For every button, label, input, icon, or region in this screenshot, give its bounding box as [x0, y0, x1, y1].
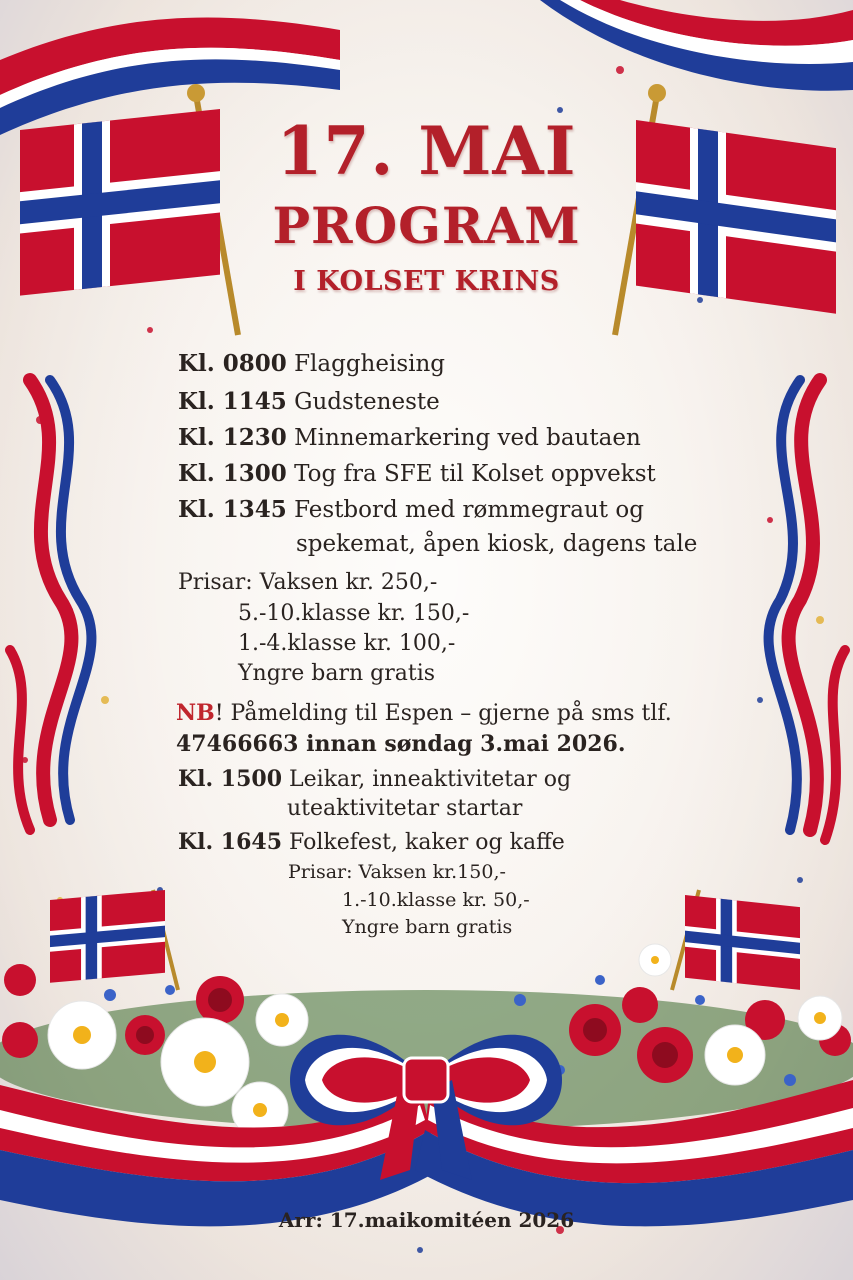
schedule-time: Kl. 0800 — [178, 350, 287, 377]
title-line-3: I KOLSET KRINS — [293, 266, 560, 297]
schedule-text: Leikar, inneaktivitetar og — [289, 767, 572, 792]
title-line-1: 17. MAI — [276, 112, 577, 190]
schedule-item — [178, 496, 644, 523]
title-line-2: PROGRAM — [272, 196, 581, 255]
schedule-text: Minnemarkering ved bautaen — [294, 425, 641, 451]
notice-nb: NB — [176, 700, 215, 726]
notice — [176, 700, 672, 726]
price-item: 1.-4.klasse kr. 100,- — [238, 631, 456, 656]
notice-line-2: 47466663 innan søndag 3.mai 2026. — [176, 731, 626, 757]
schedule-item — [178, 829, 565, 855]
schedule-text: Folkefest, kaker og kaffe — [289, 830, 565, 855]
schedule-text: Flaggheising — [294, 351, 446, 377]
schedule-time: Kl. 1145 — [178, 388, 287, 415]
schedule-text: Festbord med rømmegraut og — [294, 497, 644, 523]
schedule-time: Kl. 1230 — [178, 424, 287, 451]
price-label: Prisar: Vaksen kr. 250,- — [178, 570, 438, 595]
price-item: Yngre barn gratis — [238, 661, 436, 686]
schedule-text-continued: uteaktivitetar startar — [287, 796, 523, 821]
price-label: Prisar: Vaksen kr.150,- — [288, 861, 506, 883]
schedule-item — [178, 460, 656, 487]
schedule-time: Kl. 1500 — [178, 766, 283, 792]
schedule-time: Kl. 1645 — [178, 829, 283, 855]
schedule-text-continued: spekemat, åpen kiosk, dagens tale — [296, 531, 698, 557]
schedule-text: Tog fra SFE til Kolset oppvekst — [294, 461, 656, 487]
notice-text: ! Påmelding til Espen – gjerne på sms tlf. — [214, 701, 672, 726]
schedule-time: Kl. 1345 — [178, 496, 287, 523]
schedule-item — [178, 388, 440, 415]
price-item: Yngre barn gratis — [342, 916, 513, 938]
schedule-item — [178, 424, 641, 451]
footer-organizer: Arr: 17.maikomitéen 2026 — [278, 1208, 575, 1232]
schedule-item — [178, 350, 445, 377]
schedule-item — [178, 766, 571, 792]
schedule-time: Kl. 1300 — [178, 460, 287, 487]
price-item: 5.-10.klasse kr. 150,- — [238, 601, 470, 626]
schedule-text: Gudsteneste — [294, 389, 440, 415]
price-item: 1.-10.klasse kr. 50,- — [342, 889, 530, 911]
